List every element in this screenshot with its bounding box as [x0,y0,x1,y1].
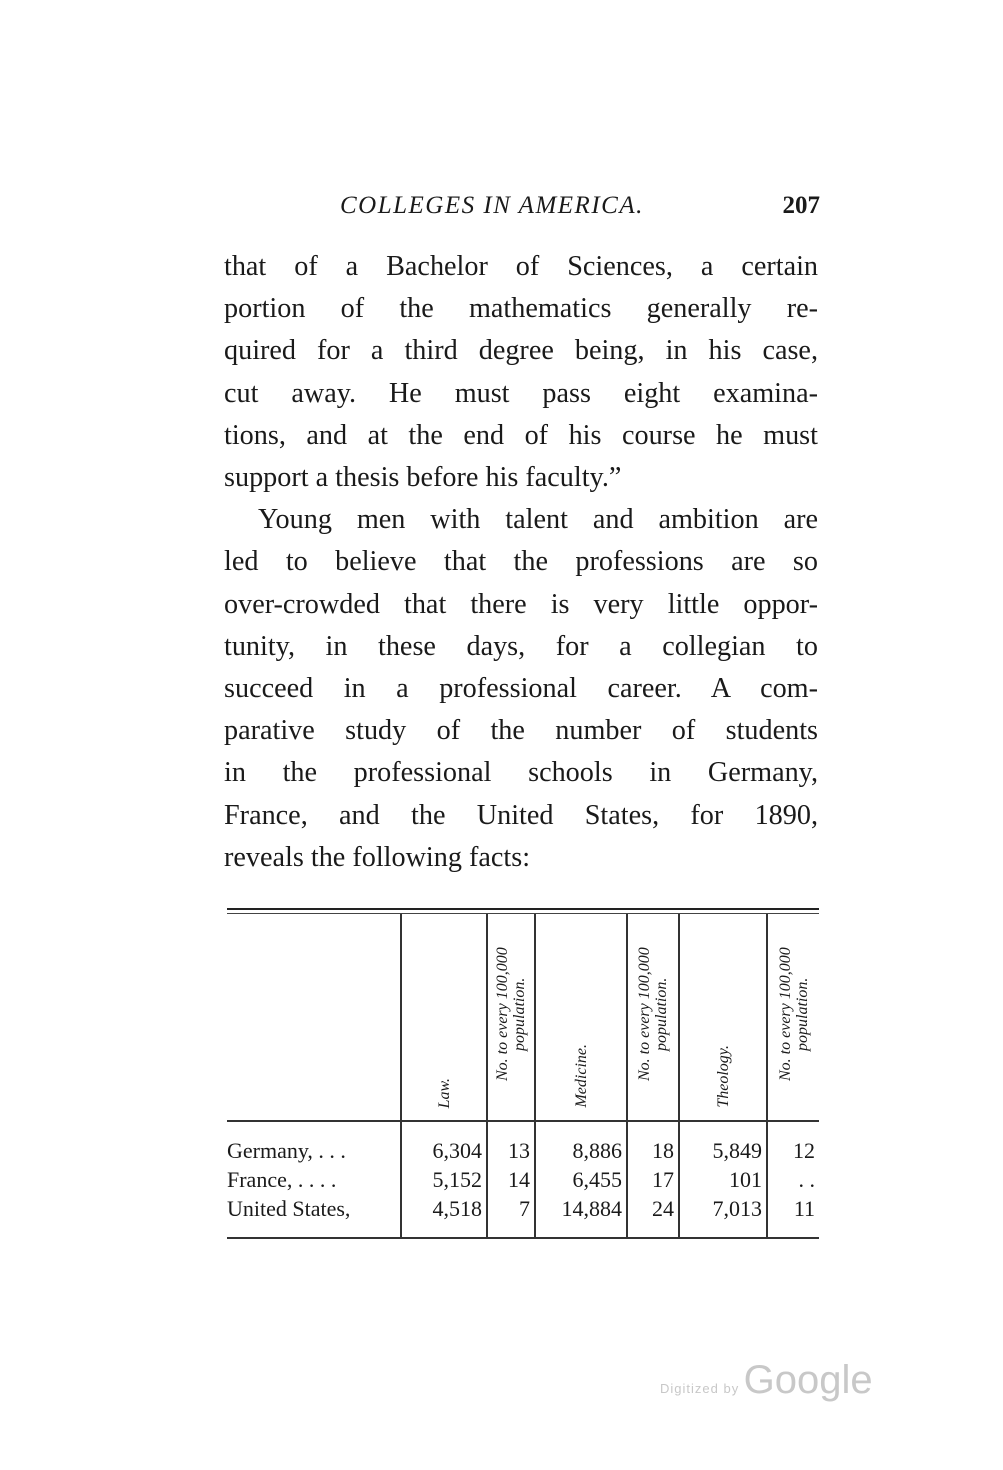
cell: 17 [627,1165,679,1194]
header-law-per-100k: No. to every 100,000 population. [487,914,535,1121]
row-label: France, . . . . [227,1166,337,1192]
text-line: reveals the following facts: [224,841,531,873]
cell: 4,518 [401,1194,487,1237]
cell: 7,013 [679,1194,767,1237]
cell: 18 [627,1121,679,1165]
running-title: COLLEGES IN AMERICA. [340,192,644,219]
table-row [227,1165,819,1194]
text-line: portion of the mathematics generally re- [224,293,818,325]
table-header-row [227,914,819,1121]
header-medicine: Medicine. [535,914,627,1121]
paragraph-1 [224,246,818,499]
cell: 14,884 [535,1194,627,1237]
text-line: parative study of the number of students [224,715,818,747]
text-line: that of a Bachelor of Sciences, a certain [224,251,818,282]
text-line: support a thesis before his faculty.” [224,462,622,494]
cell: 5,849 [679,1121,767,1165]
row-label: United States, [227,1195,351,1221]
text-line: quired for a third degree being, in his case, [224,335,818,367]
cell: 6,304 [401,1121,487,1165]
row-label: Germany, . . . [227,1137,346,1163]
header-law: Law. [401,914,487,1121]
statistics-table [227,908,819,1239]
header-theology: Theology. [679,914,767,1121]
table-bottom-rule [227,1237,819,1239]
cell: 24 [627,1194,679,1237]
text-line: tions, and at the end of his course he must [224,419,818,451]
cell: 101 [679,1165,767,1194]
header-country [227,914,401,1121]
text-line: led to believe that the professions are so [224,546,818,578]
text-line: France, and the United States, for 1890, [224,799,818,831]
table-row [227,1194,819,1237]
digitized-by-google-watermark [660,1358,873,1403]
text-line: tunity, in these days, for a collegian to [224,630,818,662]
cell: 6,455 [535,1165,627,1194]
watermark-brand: Google [743,1358,873,1402]
table-row [227,1121,819,1165]
header-theology-per-100k: No. to every 100,000 population. [767,914,819,1121]
text-line: over-crowded that there is very little oppor- [224,588,818,620]
cell: 14 [487,1165,535,1194]
body-text [224,246,818,879]
running-head [340,192,820,224]
cell: . . [767,1165,819,1194]
cell: 5,152 [401,1165,487,1194]
page-number: 207 [782,192,820,219]
watermark-prefix: Digitized by [660,1381,740,1396]
cell: 7 [487,1194,535,1237]
text-line: Young men with talent and ambition are [258,504,818,536]
header-medicine-per-100k: No. to every 100,000 population. [627,914,679,1121]
text-line: succeed in a professional career. A com- [224,673,818,705]
text-line: cut away. He must pass eight examina- [224,377,818,409]
cell: 12 [767,1121,819,1165]
cell: 13 [487,1121,535,1165]
cell: 8,886 [535,1121,627,1165]
text-line: in the professional schools in Germany, [224,757,818,789]
cell: 11 [767,1194,819,1237]
paragraph-2 [224,499,818,879]
